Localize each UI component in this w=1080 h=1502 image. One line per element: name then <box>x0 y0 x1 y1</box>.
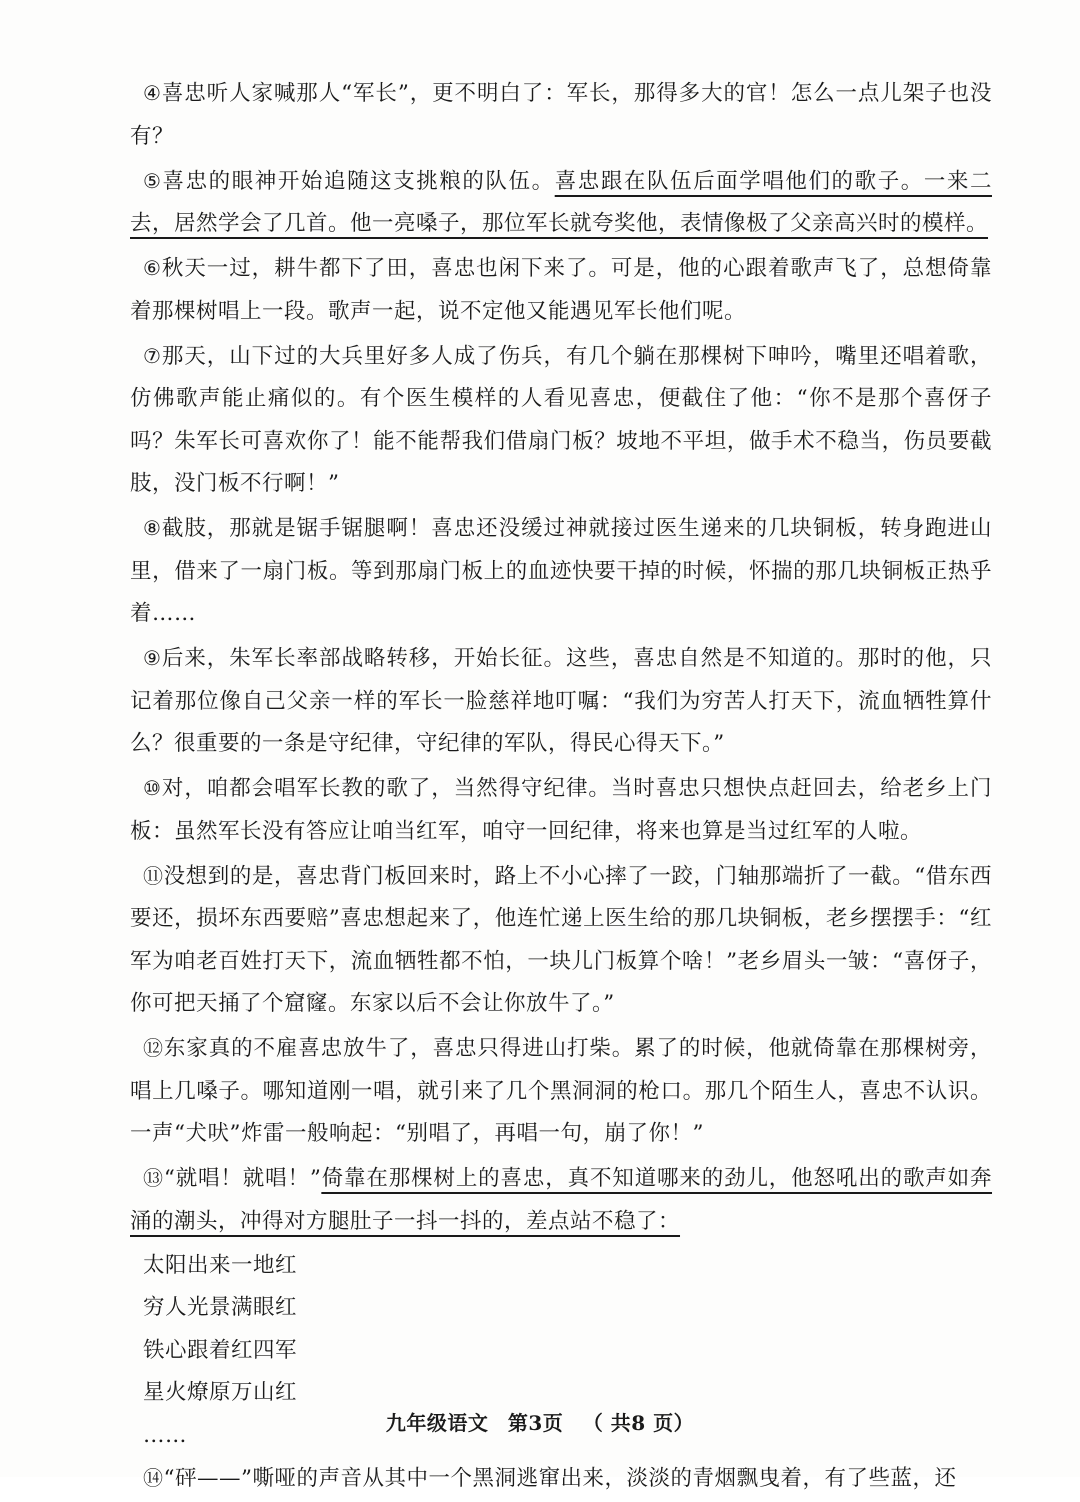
footer-subject: 九年级语文 <box>385 1411 489 1435</box>
paragraph-text: 后来，朱军长率部战略转移，开始长征。这些，喜忠自然是不知道的。那时的他，只记着那位像自己父亲一样的军长一脸慈祥地叮嘱：“我们为穷苦人打天下，流血牺牲算什么？很重要的一条是守纪律，守纪律的军队，得民心得天下。” <box>130 646 992 756</box>
paragraph-text: 那天，山下过的大兵里好多人成了伤兵，有几个躺在那棵树下呻吟，嘴里还唱着歌，仿佛歌声能止痛似的。有个医生模样的人看见喜忠，便截住了他：“你不是那个喜伢子吗？朱军长可喜欢你了！能不能帮我们借扇门板？坡地不平坦，做手术不稳当，伤员要截肢，没门板不行啊！” <box>130 343 992 496</box>
paragraph-text: 喜忠的眼神开始追随这支挑粮的队伍。 <box>162 168 555 194</box>
paragraph-6 <box>130 247 992 333</box>
paragraph-9 <box>130 637 992 766</box>
lyric-line: 星火燎原万山红 <box>143 1380 298 1405</box>
paragraph-12 <box>130 1027 992 1156</box>
footer-total-pages: （ 共8 页） <box>582 1411 695 1435</box>
paragraph-text: 东家真的不雇喜忠放牛了，喜忠只得进山打柴。累了的时候，他就倚靠在那棵树旁，唱上几嗓子。哪知道刚一唱，就引来了几个黑洞洞的枪口。那几个陌生人，喜忠不认识。一声“犬吠”炸雷一般响起：“别唱了，再唱一句，崩了你！” <box>130 1036 993 1146</box>
page-footer <box>0 1407 1080 1436</box>
paragraph-7 <box>130 335 992 506</box>
paragraph-number: ④ <box>143 81 162 105</box>
paragraph-number: ⑤ <box>143 168 163 193</box>
paragraph-5 <box>130 160 992 246</box>
paragraph-number: ⑫ <box>143 1036 164 1060</box>
paragraph-text: “就唱！就唱！” <box>163 1166 322 1191</box>
paragraph-number: ⑬ <box>143 1166 164 1190</box>
paragraph-14 <box>130 1457 992 1501</box>
paragraph-number: ⑦ <box>143 343 162 368</box>
lyric-line: 铁心跟着红四军 <box>143 1337 298 1363</box>
paragraph-number: ⑨ <box>143 646 162 670</box>
paragraph-number: ⑭ <box>143 1466 164 1490</box>
paragraph-text: 秋天一过，耕牛都下了田，喜忠也闲下来了。可是，他的心跟着歌声飞了，总想倚靠着那棵树唱上一段。歌声一起，说不定他又能遇见军长他们呢。 <box>130 256 992 324</box>
paragraph-number: ⑥ <box>143 256 162 280</box>
paragraph-4 <box>130 72 992 158</box>
paragraph-number: ⑧ <box>143 516 162 540</box>
paragraph-8 <box>130 507 992 636</box>
paragraph-number: ⑪ <box>143 863 164 888</box>
underlined-text: 喜忠跟在队伍后面学唱他们的歌子。一来二去，居然学会了几首。他一亮嗓子，那位军长就夸奖他，表情像极了父亲高兴时的模样。 <box>130 168 992 236</box>
paragraph-text: 对，咱都会唱军长教的歌了，当然得守纪律。当时喜忠只想快点赶回去，给老乡上门板：虽然军长没有答应让咱当红军，咱守一回纪律，将来也算是当过红军的人啦。 <box>130 776 992 844</box>
paragraph-list <box>130 72 992 1243</box>
paragraph-number: ⑩ <box>143 776 162 800</box>
lyric-line: …… <box>143 1422 187 1448</box>
paragraph-11 <box>130 855 992 1026</box>
reading-passage <box>130 72 992 1502</box>
underlined-text: 倚靠在那棵树上的喜忠，真不知道哪来的劲儿，他怒吼出的歌声如奔涌的潮头，冲得对方腿肚子一抖一抖的，差点站不稳了： <box>130 1166 993 1234</box>
lyric-line: 太阳出来一地红 <box>143 1252 298 1278</box>
paragraph-10 <box>130 767 992 853</box>
paragraph-text: 喜忠听人家喊那人“军长”，更不明白了：军长，那得多大的官！怎么一点儿架子也没有？ <box>130 81 992 149</box>
footer-page-number: 第3页 <box>507 1411 564 1435</box>
paragraph-text: “砰——”嘶哑的声音从其中一个黑洞逃窜出来，淡淡的青烟飘曳着，有了些蓝，还 <box>163 1466 957 1491</box>
paragraph-text: 没想到的是，喜忠背门板回来时，路上不小心摔了一跤，门轴那端折了一截。“借东西要还，损坏东西要赔”喜忠想起来了，他连忙递上医生给的那几块铜板，老乡摆摆手：“红军为咱老百姓打天下，流血牺牲都不怕，一块儿门板算个啥！”老乡眉头一皱：“喜伢子，你可把天捅了个窟窿。东家以后不会让你放牛了。” <box>130 863 993 1016</box>
lyric-line: 穷人光景满眼红 <box>143 1295 298 1320</box>
paragraph-text: 截肢，那就是锯手锯腿啊！喜忠还没缓过神就接过医生递来的几块铜板，转身跑进山里，借来了一扇门板。等到那扇门板上的血迹快要干掉的时候，怀揣的那几块铜板正热乎着…… <box>130 516 992 626</box>
paragraph-13 <box>130 1157 992 1243</box>
